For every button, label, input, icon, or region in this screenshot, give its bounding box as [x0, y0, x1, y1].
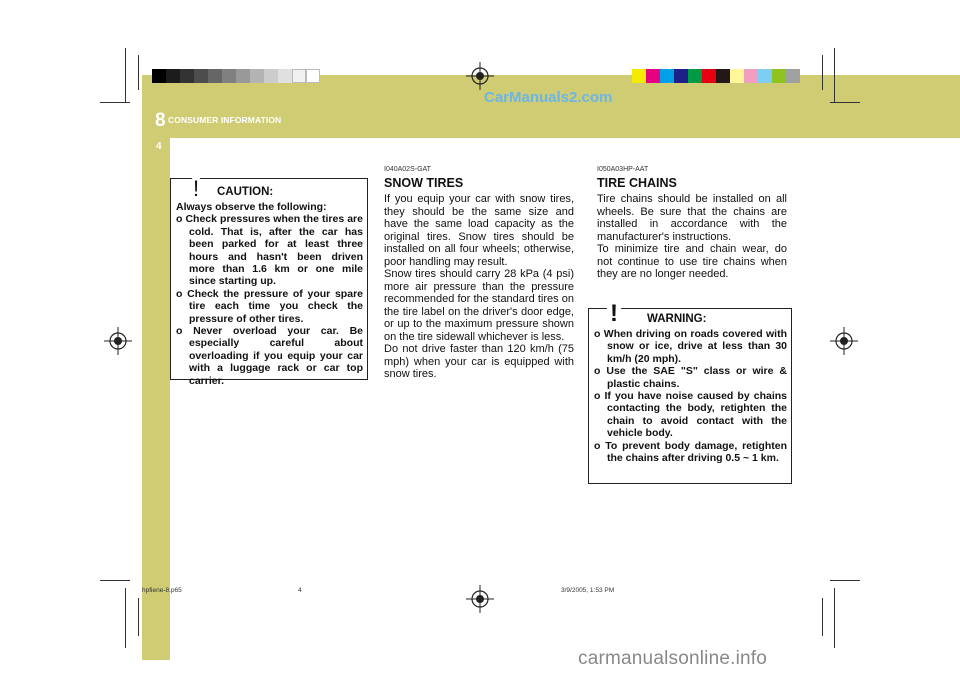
paragraph: If you equip your car with snow tires, they should be the same size and have the same load capacity as the original tires. Snow tires should be installed on all four wheels; otherwise, poor handling may result.: [384, 193, 574, 268]
warning-item: o Use the SAE "S" class or wire & plastic chains.: [594, 365, 787, 390]
section-heading-snow-tires: SNOW TIRES: [384, 176, 464, 190]
caution-box: [170, 176, 368, 387]
snow-tires-body: [384, 193, 574, 381]
chapter-title: CONSUMER INFORMATION: [168, 115, 282, 125]
warning-item: o If you have noise caused by chains contacting the body, retighten the chain to avoid contact with the vehicle body.: [594, 390, 787, 440]
chapter-tab: [142, 138, 170, 660]
caution-title: CAUTION:: [217, 186, 274, 198]
chapter-number: 8: [155, 110, 166, 131]
section-code: I050A03HP-AAT: [597, 166, 649, 173]
footer-filename: hpfiene-8.p65: [142, 587, 182, 594]
warning-triangle-icon: [597, 295, 631, 325]
site-logo[interactable]: carmanualsonline.info: [578, 648, 768, 669]
caution-item: o Check the pressure of your spare tire each time you check the pressure of other tires.: [176, 287, 363, 325]
section-heading-tire-chains: TIRE CHAINS: [597, 176, 677, 190]
registration-mark-icon: [830, 327, 858, 355]
paragraph: Tire chains should be installed on all wheels. Be sure that the chains are installed in accordance with the manufacturer's instructions.: [597, 193, 787, 243]
tire-chains-body: [597, 193, 787, 281]
paragraph: To minimize tire and chain wear, do not continue to use tire chains when they are no longer needed.: [597, 243, 787, 280]
warning-item: o When driving on roads covered with snow or ice, drive at less than 30 km/h (20 mph).: [594, 328, 787, 365]
registration-mark-icon: [466, 62, 494, 90]
footer-page: 4: [298, 587, 302, 594]
section-code: I040A02S-GAT: [384, 166, 431, 173]
svg-text:!: !: [610, 300, 618, 325]
warning-title: WARNING:: [647, 313, 707, 325]
paragraph: Snow tires should carry 28 kPa (4 psi) more air pressure than the pressure recommended for the standard tires on the tire label on the driver's door edge, or up to the maximum pressure shown on the tire sidewall whichever is less.: [384, 268, 574, 343]
footer-date: 3/9/2005, 1:53 PM: [561, 587, 615, 594]
caution-item: o Check pressures when the tires are cold. That is, after the car has been parked for at least three hours and hasn't been driven more than 1.6 km or one mile since starting up.: [176, 213, 363, 288]
caution-item: o Never overload your car. Be especially careful about overloading if you equip your car with a luggage rack or car top carrier.: [176, 325, 363, 387]
warning-item: o To prevent body damage, retighten the chains after driving 0.5 ~ 1 km.: [594, 439, 787, 465]
warning-box: [588, 300, 792, 484]
watermark-link[interactable]: CarManuals2.com: [484, 89, 613, 106]
caution-intro: Always observe the following:: [176, 201, 327, 213]
registration-mark-icon: [104, 327, 132, 355]
svg-text:!: !: [192, 176, 200, 199]
page-number: 4: [156, 141, 162, 152]
paragraph: Do not drive faster than 120 km/h (75 mph) when your car is equipped with snow tires.: [384, 343, 574, 380]
registration-mark-icon: [466, 585, 494, 613]
warning-triangle-icon: [179, 171, 213, 199]
